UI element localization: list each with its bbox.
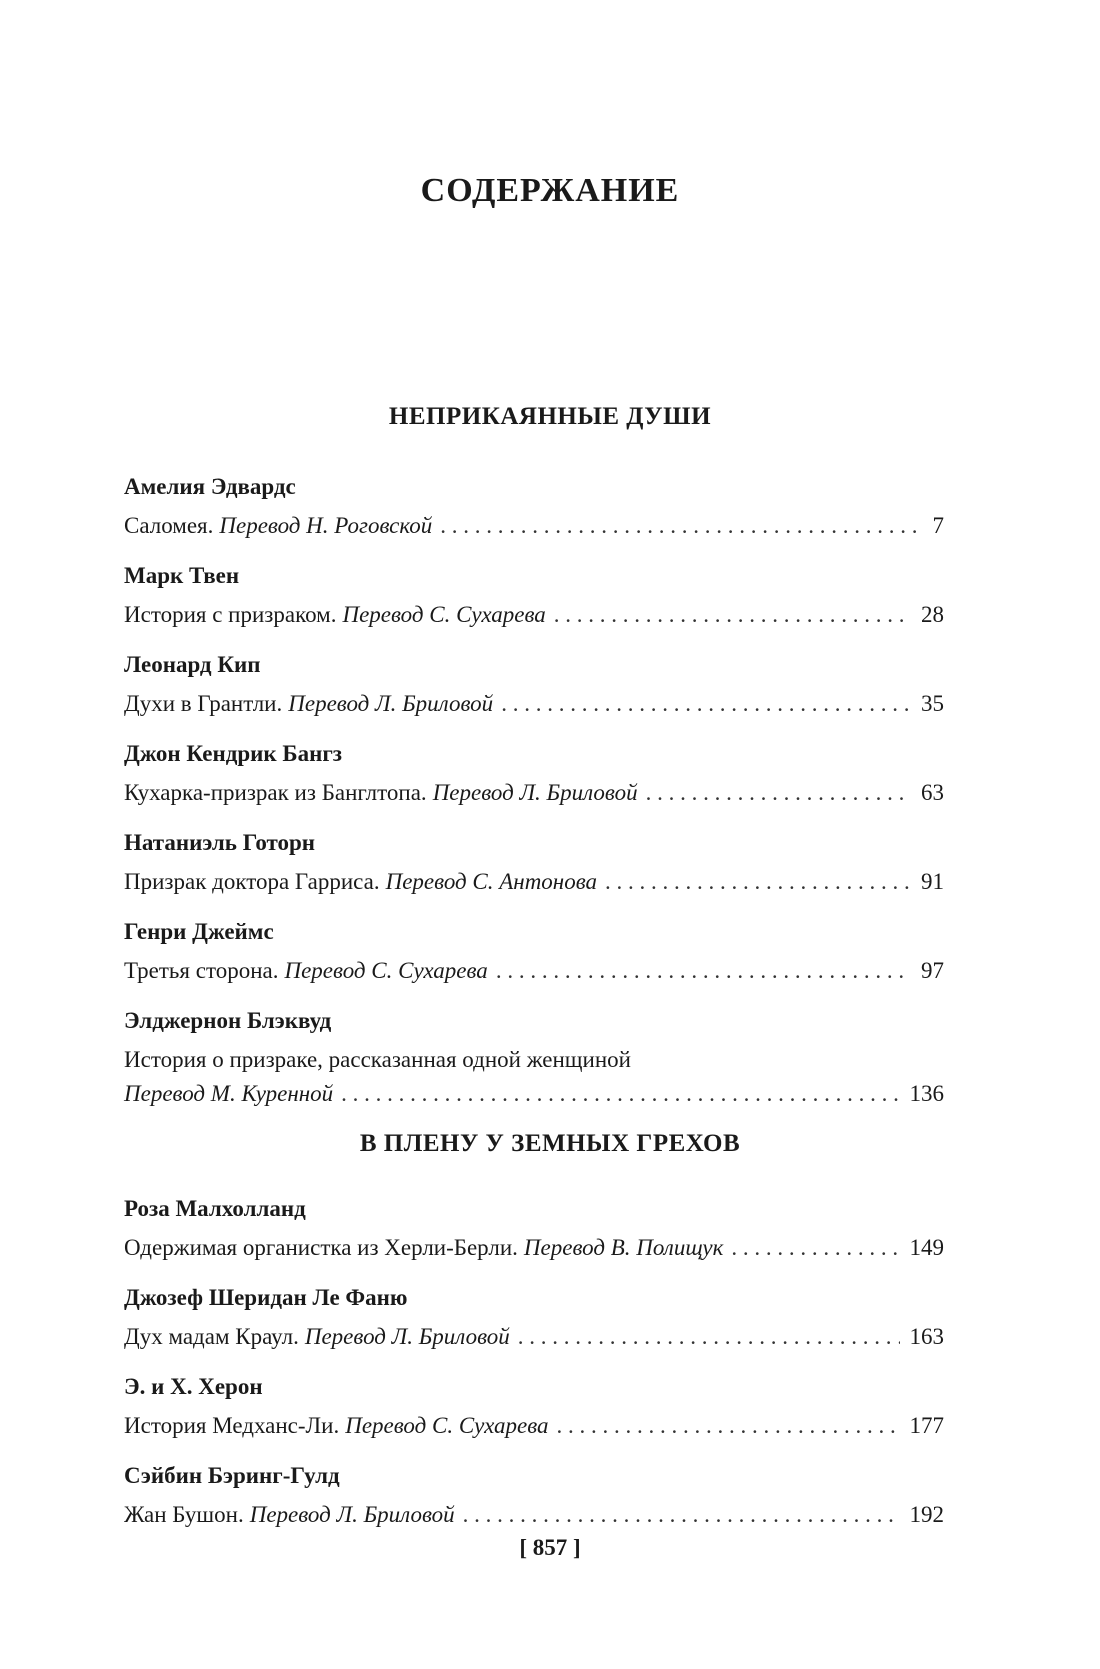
page-number: 97 bbox=[921, 958, 944, 983]
page-number: 136 bbox=[909, 1081, 944, 1106]
work-title: Одержимая органистка из Херли-Берли. bbox=[124, 1235, 518, 1260]
toc-entry bbox=[124, 739, 944, 808]
dot-leader bbox=[440, 511, 919, 541]
toc-line bbox=[124, 956, 944, 986]
toc-line bbox=[124, 867, 944, 897]
toc-entry bbox=[124, 828, 944, 897]
translator: Перевод Л. Бриловой bbox=[432, 780, 638, 805]
author-name: Сэйбин Бэринг-Гулд bbox=[124, 1463, 340, 1488]
dot-leader bbox=[605, 867, 911, 897]
toc-line bbox=[124, 1322, 944, 1352]
translator: Перевод С. Сухарева bbox=[345, 1413, 549, 1438]
dot-leader bbox=[463, 1500, 900, 1530]
toc-entry bbox=[124, 1283, 944, 1352]
author-name: Джозеф Шеридан Ле Фаню bbox=[124, 1285, 408, 1310]
author-name: Джон Кендрик Бангз bbox=[124, 741, 343, 766]
page-number: 28 bbox=[921, 602, 944, 627]
toc-line bbox=[124, 1500, 944, 1530]
translator: Перевод Л. Бриловой bbox=[288, 691, 494, 716]
toc-entry bbox=[124, 1194, 944, 1263]
work-title: История о призраке, рассказанная одной женщиной bbox=[124, 1047, 631, 1072]
translator: Перевод С. Сухарева bbox=[342, 602, 546, 627]
work-title: Дух мадам Краул. bbox=[124, 1324, 299, 1349]
toc-line bbox=[124, 511, 944, 541]
toc-line bbox=[124, 1079, 944, 1109]
page-number: 149 bbox=[909, 1235, 944, 1260]
page-number: 63 bbox=[921, 780, 944, 805]
page-number: 7 bbox=[932, 513, 944, 538]
work-title: История с призраком. bbox=[124, 602, 337, 627]
translator: Перевод Л. Бриловой bbox=[249, 1502, 455, 1527]
toc-entry bbox=[124, 917, 944, 986]
dot-leader bbox=[731, 1233, 899, 1263]
section-heading: В ПЛЕНУ У ЗЕМНЫХ ГРЕХОВ bbox=[359, 1130, 741, 1157]
toc-line bbox=[124, 1045, 944, 1075]
dot-leader bbox=[554, 600, 911, 630]
toc-list bbox=[124, 472, 944, 1129]
toc-list bbox=[124, 1194, 944, 1550]
page-number: 177 bbox=[909, 1413, 944, 1438]
work-title: Третья сторона. bbox=[124, 958, 279, 983]
author-name: Роза Малхолланд bbox=[124, 1196, 306, 1221]
translator: Перевод Н. Роговской bbox=[219, 513, 433, 538]
work-title: Духи в Грантли. bbox=[124, 691, 283, 716]
toc-entry bbox=[124, 1461, 944, 1530]
author-name: Элджернон Блэквуд bbox=[124, 1008, 332, 1033]
work-title: История Медханс-Ли. bbox=[124, 1413, 340, 1438]
author-name: Э. и Х. Херон bbox=[124, 1374, 263, 1399]
translator: Перевод С. Антонова bbox=[385, 869, 598, 894]
dot-leader bbox=[557, 1411, 900, 1441]
toc-entry bbox=[124, 1372, 944, 1441]
author-name: Генри Джеймс bbox=[124, 919, 274, 944]
translator: Перевод С. Сухарева bbox=[284, 958, 488, 983]
work-title: Саломея. bbox=[124, 513, 214, 538]
toc-entry bbox=[124, 561, 944, 630]
page-number: 35 bbox=[921, 691, 944, 716]
dot-leader bbox=[341, 1079, 899, 1109]
author-name: Амелия Эдвардс bbox=[124, 474, 296, 499]
author-name: Марк Твен bbox=[124, 563, 240, 588]
dot-leader bbox=[646, 778, 911, 808]
work-title: Кухарка-призрак из Банглтопа. bbox=[124, 780, 427, 805]
dot-leader bbox=[496, 956, 911, 986]
dot-leader bbox=[518, 1322, 900, 1352]
author-name: Натаниэль Готорн bbox=[124, 830, 316, 855]
work-title: Призрак доктора Гарриса. bbox=[124, 869, 380, 894]
toc-line bbox=[124, 1411, 944, 1441]
dot-leader bbox=[501, 689, 911, 719]
toc-line bbox=[124, 600, 944, 630]
folio-page-number: [ 857 ] bbox=[519, 1535, 581, 1560]
toc-entry bbox=[124, 472, 944, 541]
toc-entry bbox=[124, 650, 944, 719]
page-number: 192 bbox=[909, 1502, 944, 1527]
toc-line bbox=[124, 778, 944, 808]
page-number: 163 bbox=[909, 1324, 944, 1349]
section-heading: НЕПРИКАЯННЫЕ ДУШИ bbox=[388, 403, 712, 430]
translator: Перевод В. Полищук bbox=[523, 1235, 724, 1260]
translator: Перевод М. Куренной bbox=[124, 1081, 334, 1106]
page-number: 91 bbox=[921, 869, 944, 894]
toc-line bbox=[124, 689, 944, 719]
toc-line bbox=[124, 1233, 944, 1263]
translator: Перевод Л. Бриловой bbox=[304, 1324, 510, 1349]
toc-entry bbox=[124, 1006, 944, 1109]
author-name: Леонард Кип bbox=[124, 652, 261, 677]
work-title: Жан Бушон. bbox=[124, 1502, 244, 1527]
page-title: СОДЕРЖАНИЕ bbox=[420, 172, 680, 209]
